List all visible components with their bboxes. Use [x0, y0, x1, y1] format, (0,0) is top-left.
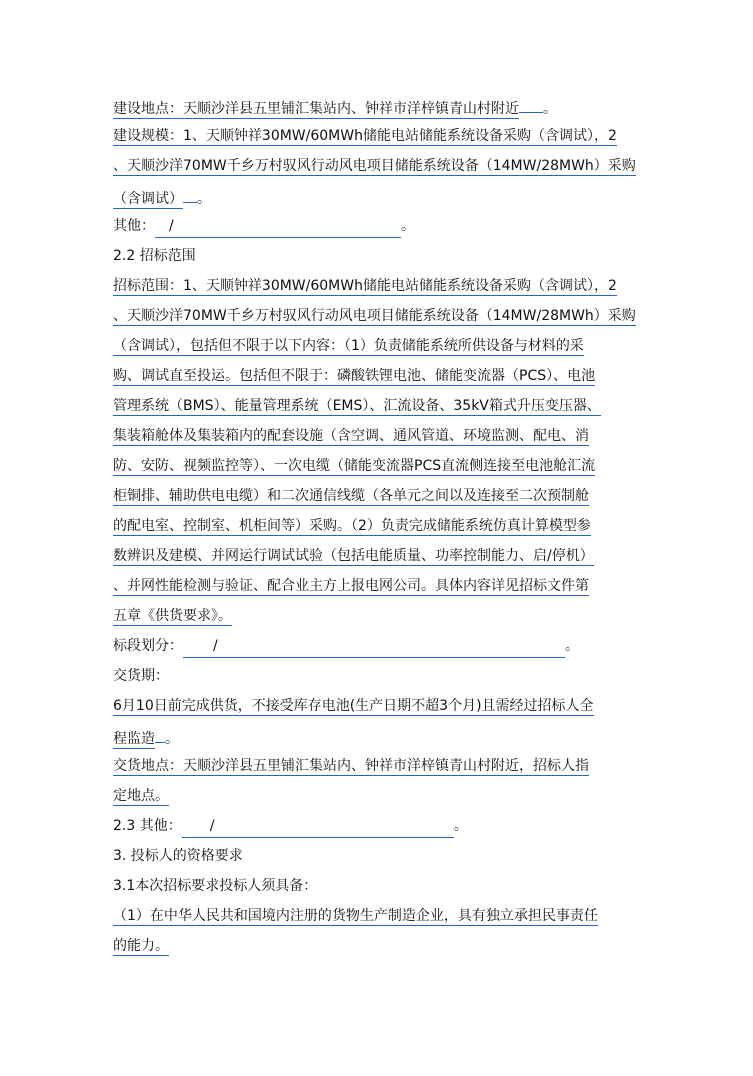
- construction-scale-text-3: （含调试）: [113, 191, 183, 207]
- scope-line-4: [113, 366, 595, 386]
- section-2-2-heading: [113, 246, 196, 266]
- scope-text-10: 数辨识及建模、并网运行调试试验（包括电能质量、功率控制能力、启/停机）: [113, 548, 594, 564]
- other-label: 其他：: [113, 218, 155, 234]
- section-2-3-value: /: [182, 816, 454, 838]
- delivery-period-line-1: [113, 696, 594, 716]
- lot-division-label: 标段划分：: [113, 638, 183, 654]
- period: 。: [165, 731, 179, 747]
- period: 。: [197, 191, 211, 207]
- period: 。: [453, 818, 468, 834]
- blank-underline: [183, 186, 197, 203]
- lot-division-value: /: [183, 636, 565, 658]
- scope-line-5: [113, 396, 601, 416]
- scope-line-6: [113, 426, 589, 446]
- scope-text-7: 防、安防、视频监控等）、一次电缆（储能变流器PCS直流侧连接至电池舱汇流: [113, 458, 596, 474]
- construction-location: [113, 96, 557, 119]
- scope-line-2: [113, 306, 636, 326]
- qualification-line-2: [113, 936, 169, 956]
- delivery-period-line-2: [113, 726, 179, 749]
- scope-text-12: 五章《供货要求》。: [113, 608, 232, 624]
- delivery-location-line-2: [113, 786, 169, 806]
- scope-text-6: 集装箱舱体及集装箱内的配套设施（含空调、通风管道、环境监测、配电、消: [113, 428, 589, 444]
- period: 。: [565, 638, 579, 654]
- scope-line-3: [113, 336, 584, 356]
- section-3-heading: [113, 846, 243, 866]
- section-3-1-heading: [113, 876, 317, 896]
- construction-scale-text-1: 建设规模：1、天顺钟祥30MW/60MWh储能电站储能系统设备采购（含调试），2: [113, 128, 617, 144]
- construction-scale-line-2: [113, 156, 636, 176]
- scope-line-7: [113, 456, 595, 476]
- delivery-location-text-2: 定地点。: [113, 788, 169, 804]
- section-2-3-line: [113, 816, 468, 838]
- scope-text-11: 、并网性能检测与验证、配合业主方上报电网公司。具体内容详见招标文件第: [113, 578, 589, 594]
- scope-line-1: [113, 276, 617, 296]
- section-3-title: 3. 投标人的资格要求: [113, 848, 243, 864]
- scope-text-1: 招标范围：1、天顺钟祥30MW/60MWh储能电站储能系统设备采购（含调试），2: [113, 278, 617, 294]
- blank-underline: [519, 96, 543, 113]
- period: 。: [543, 101, 557, 117]
- scope-text-5: 管理系统（BMS）、能量管理系统（EMS）、汇流设备、35kV箱式升压变压器、: [113, 398, 601, 414]
- scope-text-4: 购、调试直至投运。包括但不限于：磷酸铁锂电池、储能变流器（PCS）、电池: [113, 368, 596, 384]
- scope-line-9: [113, 516, 591, 536]
- qualification-text-1: （1）在中华人民共和国境内注册的货物生产制造企业，具有独立承担民事责任: [113, 908, 598, 924]
- qualification-text-2: 的能力。: [113, 938, 169, 954]
- delivery-location-line-1: [113, 756, 589, 776]
- delivery-location-text-1: 交货地点：天顺沙洋县五里铺汇集站内、钟祥市洋梓镇青山村附近，招标人指: [113, 758, 589, 774]
- construction-scale-line-1: [113, 126, 617, 146]
- qualification-line-1: [113, 906, 598, 926]
- section-2-3-label: 2.3 其他：: [113, 818, 182, 834]
- section-3-1-title: 3.1本次招标要求投标人须具备：: [113, 878, 318, 894]
- construction-scale-line-3: [113, 186, 211, 209]
- period: 。: [401, 218, 415, 234]
- construction-scale-text-2: 、天顺沙洋70MW千乡万村驭风行动风电项目储能系统设备（14MW/28MWh）采购: [113, 158, 636, 174]
- other-line: [113, 216, 415, 238]
- scope-line-12: [113, 606, 232, 626]
- delivery-period-heading: [113, 666, 169, 686]
- scope-line-10: [113, 546, 594, 566]
- other-value: /: [155, 216, 401, 238]
- scope-line-8: [113, 486, 589, 506]
- construction-location-text: 建设地点：天顺沙洋县五里铺汇集站内、钟祥市洋梓镇青山村附近: [113, 101, 519, 117]
- scope-text-2: 、天顺沙洋70MW千乡万村驭风行动风电项目储能系统设备（14MW/28MWh）采购: [113, 308, 636, 324]
- delivery-period-label: 交货期：: [113, 668, 169, 684]
- delivery-period-text-2: 程监造: [113, 731, 155, 747]
- blank-underline: [155, 726, 165, 743]
- scope-line-11: [113, 576, 589, 596]
- scope-text-9: 的配电室、控制室、机柜间等）采购。（2）负责完成储能系统仿真计算模型参: [113, 518, 591, 534]
- section-2-2-title: 2.2 招标范围: [113, 248, 196, 264]
- delivery-period-text-1: 6月10日前完成供货，不接受库存电池(生产日期不超3个月)且需经过招标人全: [113, 698, 594, 714]
- scope-text-8: 柜铜排、辅助供电电缆）和二次通信线缆（各单元之间以及连接至二次预制舱: [113, 488, 589, 504]
- scope-text-3: （含调试），包括但不限于以下内容：（1）负责储能系统所供设备与材料的采: [113, 338, 584, 354]
- lot-division-line: [113, 636, 579, 658]
